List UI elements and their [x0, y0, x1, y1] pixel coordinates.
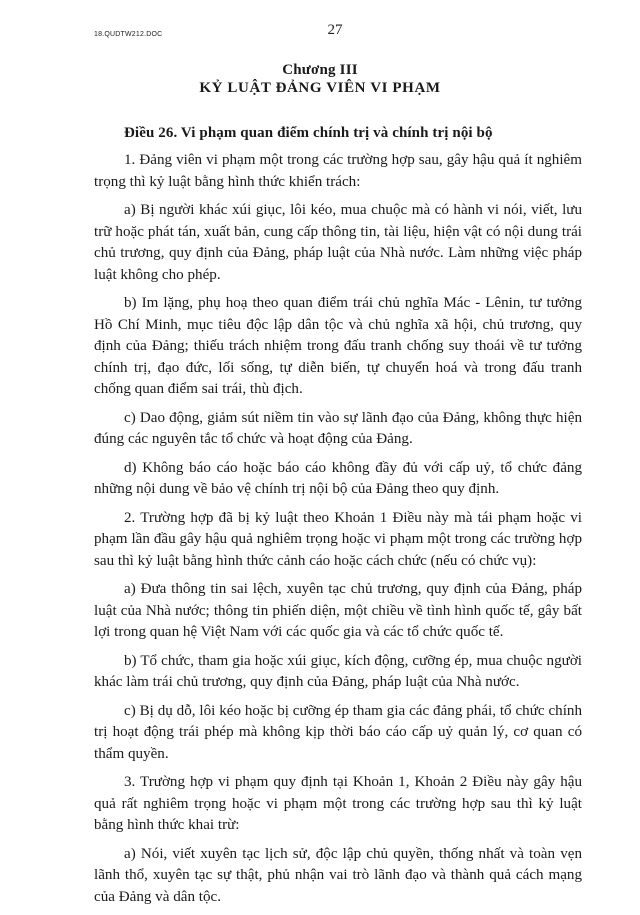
article-body — [94, 150, 582, 915]
paragraph-clause-1a: a) Bị người khác xúi giục, lôi kéo, mua chuộc mà có hành vi nói, viết, lưu trữ hoặc phát tán, xuất bản, cung cấp thông tin, tài liệu, hiện vật có nội dung trái chủ trương, quy định của Đảng, pháp luật của Nhà nước. Làm những việc pháp luật không cho phép. — [94, 202, 582, 283]
paragraph-clause-1c: c) Dao động, giảm sút niềm tin vào sự lãnh đạo của Đảng, không thực hiện đúng các nguyên tắc tổ chức và hoạt động của Đảng. — [94, 409, 582, 447]
article-heading: Điều 26. Vi phạm quan điểm chính trị và chính trị nội bộ — [124, 125, 493, 141]
chapter-label: Chương III — [282, 62, 358, 78]
paragraph-clause-1: 1. Đảng viên vi phạm một trong các trường hợp sau, gây hậu quả ít nghiêm trọng thì kỷ luật bằng hình thức khiển trách: — [94, 152, 582, 190]
paragraph-clause-2c: c) Bị dụ dỗ, lôi kéo hoặc bị cưỡng ép tham gia các đảng phái, tổ chức chính trị hoạt động trái phép mà không kịp thời báo cáo cấp uỷ quản lý, cơ quan có thẩm quyền. — [94, 702, 582, 762]
paragraph-clause-3: 3. Trường hợp vi phạm quy định tại Khoản 1, Khoản 2 Điều này gây hậu quả rất nghiêm trọng hoặc vi phạm một trong các trường hợp sau thì kỷ luật bằng hình thức khai trừ: — [94, 774, 582, 833]
paragraph-clause-2: 2. Trường hợp đã bị kỷ luật theo Khoản 1 Điều này mà tái phạm hoặc vi phạm lần đầu gây hậu quả nghiêm trọng hoặc vi phạm một trong các trường hợp sau thì kỷ luật bằng hình thức cảnh cáo hoặc cách chức (nếu có chức vụ): — [94, 509, 582, 569]
paragraph-clause-3a: a) Nói, viết xuyên tạc lịch sử, độc lập chủ quyền, thống nhất và toàn vẹn lãnh thổ, xuyên tạc sự thật, phủ nhận vai trò lãnh đạo và thành quả cách mạng của Đảng và dân tộc. — [94, 845, 582, 905]
chapter-title: KỶ LUẬT ĐẢNG VIÊN VI PHẠM — [199, 80, 441, 96]
paragraph-clause-1b: b) Im lặng, phụ hoạ theo quan điểm trái chủ nghĩa Mác - Lênin, tư tưởng Hồ Chí Minh, mục tiêu độc lập dân tộc và chủ nghĩa xã hội, chủ trương, quy định của Đảng; thiếu trách nhiệm trong đấu tranh chống suy thoái về tư tưởng chính trị, đạo đức, lối sống, tự diễn biến, tự chuyển hoá và trong đấu tranh chống quan điểm sai trái, thù địch. — [94, 295, 582, 397]
paragraph-clause-2b: b) Tổ chức, tham gia hoặc xúi giục, kích động, cưỡng ép, mua chuộc người khác làm trái chủ trương, quy định của Đảng, pháp luật của Nhà nước. — [94, 652, 582, 690]
document-code: 18.QUDTW212.DOC — [94, 31, 163, 38]
paragraph-clause-1d: d) Không báo cáo hoặc báo cáo không đầy đủ với cấp uỷ, tổ chức đảng những nội dung về bảo vệ chính trị nội bộ của Đảng theo quy định. — [94, 459, 582, 497]
page-number: 27 — [327, 22, 343, 38]
paragraph-clause-2a: a) Đưa thông tin sai lệch, xuyên tạc chủ trương, quy định của Đảng, pháp luật của Nhà nước; thông tin phiến diện, một chiều về tình hình quốc tế, gây bất lợi trong quan hệ Việt Nam với các quốc gia và các tổ chức quốc tế. — [94, 581, 582, 640]
